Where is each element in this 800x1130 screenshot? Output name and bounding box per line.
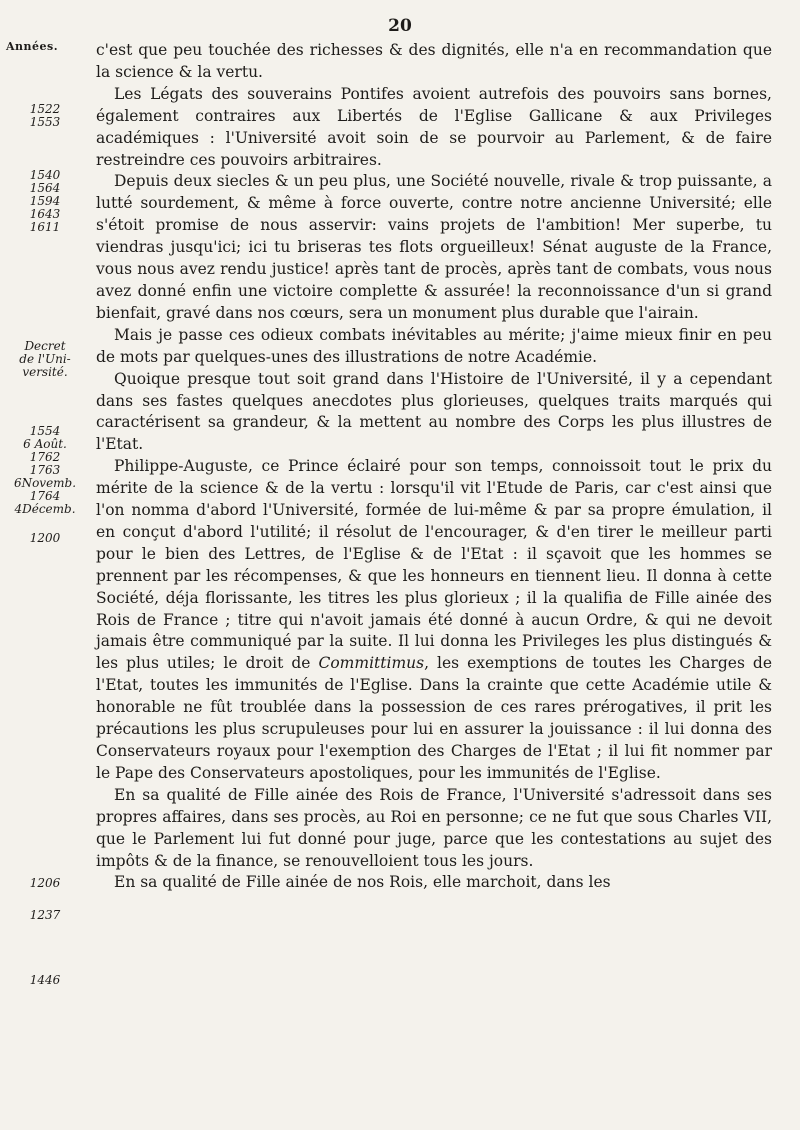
paragraph: En sa qualité de Fille ainée des Rois de France, l'Université s'adressoit dans ses propres affaires, dans ses procès, au Roi en personne; ce ne fut que sous Charles VII, que le Parlement lui fut donné pour juge, parce que les contestations au sujet des impôts & de la finance, se renouvelloient tous les jours. — [96, 785, 772, 870]
margin-note: 1554 6 Août. 1762 1763 6Novemb. 1764 4Décemb. — [13, 424, 77, 516]
margin-note: 1206 — [29, 876, 61, 890]
latin-term: Committimus — [318, 654, 425, 673]
body-text — [96, 40, 772, 894]
paragraph-text: Philippe-Auguste, ce Prince éclairé pour son temps, connoissoit tout le prix du mérite de la science & de la vertu : lorsqu'il vit l'Etude de Paris, car c'est ainsi que l'on nomma d'abord l'Université, formée de lui-même & par sa propre émulation, il en conçut d'abord l'utilité; il résolut de l'encourager, & d'en tirer le meilleur parti pour le bien des Lettres, de l'Eglise & de l'Etat : il sçavoit que les hommes se prennent par les récompenses, & que les honneurs en tiennent lieu. Il donna à cette Société, déja florissante, les titres les plus glorieux ; il la qualifia de Fille ainée des Rois de France ; titre qui n'avoit jamais été donné à aucun Ordre, & qui ne devoit jamais être communiqué par la suite. Il lui donna les Privileges les plus distingués & les plus utiles; le droit de — [96, 457, 772, 673]
margin-note: 1237 — [29, 908, 61, 922]
margin-note: Decret de l'Uni- versité. — [19, 339, 71, 379]
paragraph — [96, 456, 772, 785]
margin-note: 1540 1564 1594 1643 1611 — [29, 168, 61, 234]
paragraph: En sa qualité de Fille ainée de nos Rois, elle marchoit, dans les — [114, 873, 611, 892]
paragraph: Mais je passe ces odieux combats inévitables au mérite; j'aime mieux finir en peu de mots par quelques-unes des illustrations de notre Académie. — [96, 325, 772, 366]
paragraph: Depuis deux siecles & un peu plus, une Société nouvelle, rivale & trop puissante, a lutté sourdement, & même à force ouverte, contre notre ancienne Université; elle s'étoit promise de nous asservir: vains projets de l'ambition! Mer superbe, tu viendras jusqu'ici; ici tu briseras tes flots orgueilleux! Sénat auguste de la France, vous nous avez rendu justice! après tant de procès, après tant de combats, vous nous avez donné enfin une victoire complette & assurée! la reconnoissance d'un si grand bienfait, gravé dans nos cœurs, sera un monument plus durable que l'airain. — [96, 172, 772, 322]
margin-note: 1200 — [29, 531, 61, 545]
paragraph-text: , les exemptions de toutes les Charges de l'Etat, toutes les immunités de l'Eglise. Dans la crainte que cette Académie utile & honorable ne fût troublée dans la possession de ces rares prérogatives, il prit les précautions les plus scrupuleuses pour lui en assurer la jouissance : il lui donna des Conservateurs royaux pour l'exemption des Charges de l'Etat ; il lui fit nommer par le Pape des Conservateurs apostoliques, pour les immunités de l'Eglise. — [96, 654, 772, 782]
margin-note: 1522 1553 — [29, 102, 61, 129]
paragraph: Quoique presque tout soit grand dans l'Histoire de l'Université, il y a cependant dans ses fastes quelques anecdotes plus glorieuses, quelques traits marqués qui caractérisent sa grandeur, & la mettent au nombre des Corps les plus illustres de l'Etat. — [96, 369, 772, 454]
paragraph: c'est que peu touchée des richesses & des dignités, elle n'a en recommandation que la science & la vertu. — [96, 41, 772, 81]
paragraph: Les Légats des souverains Pontifes avoient autrefois des pouvoirs sans bornes, également contraires aux Libertés de l'Eglise Gallicane & aux Privileges académiques : l'Université avoit soin de se pourvoir au Parlement, & de faire restreindre ces pouvoirs arbitraires. — [96, 84, 772, 169]
running-head-years: Années. — [6, 40, 59, 53]
page-number: 20 — [388, 16, 412, 36]
margin-note: 1446 — [29, 973, 61, 987]
